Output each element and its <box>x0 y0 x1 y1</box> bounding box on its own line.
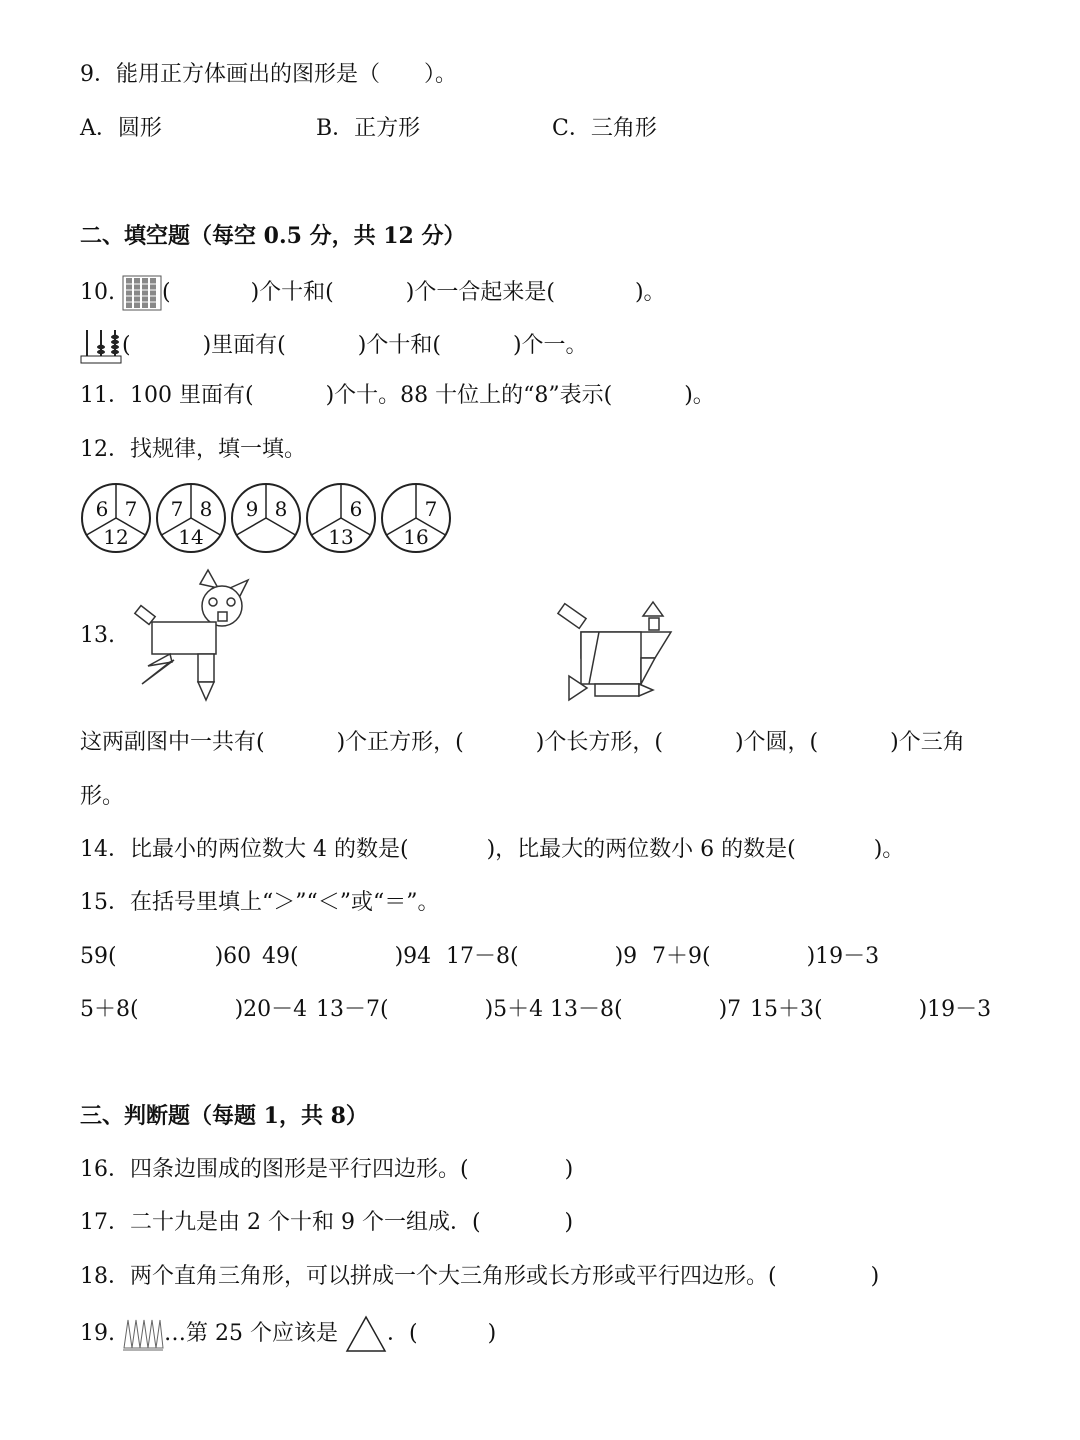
cat-shape-figure <box>130 566 260 706</box>
q15-item <box>316 995 543 1025</box>
q13-text: )个正方形，( <box>336 730 464 755</box>
q10-text: )个一合起来是( <box>405 280 555 305</box>
q13-text: )个圆，( <box>734 730 819 755</box>
q15-right: )7 <box>718 997 742 1022</box>
q15-left: 5＋8( <box>80 997 139 1022</box>
section-3-title: 三、判断题（每题 1，共 8） <box>80 1103 368 1129</box>
q15-left: 13－7( <box>316 997 389 1022</box>
q10-paren: ( <box>162 280 171 305</box>
q11-text: )。 <box>684 383 715 408</box>
q19-text: …第 25 个应该是 <box>164 1321 338 1346</box>
q9-option-c: C．三角形 <box>552 116 657 141</box>
q10-text: )个一。 <box>512 333 588 358</box>
q13-text: )个三角 <box>890 730 965 755</box>
q10-line2 <box>80 328 588 364</box>
q19-close: ) <box>487 1321 497 1346</box>
q18-text: 18．两个直角三角形，可以拼成一个大三角形或长方形或平行四边形。( <box>80 1264 777 1289</box>
q14 <box>80 835 904 865</box>
q9-option-a: A．圆形 <box>80 116 162 141</box>
q18 <box>80 1262 879 1292</box>
circle-number-left: 7 <box>170 497 184 521</box>
q15-item <box>446 942 637 972</box>
q15-left: 59( <box>80 944 117 969</box>
q12-stem: 12．找规律，填一填。 <box>80 437 306 462</box>
q14-text: )。 <box>873 837 905 862</box>
counting-blocks-icon <box>122 274 162 312</box>
q10-line1 <box>80 274 666 312</box>
q15-right: )60 <box>214 944 252 969</box>
q10-paren: ( <box>122 333 131 358</box>
circle-number-bottom: 12 <box>103 525 129 549</box>
q15-item <box>652 942 879 972</box>
circle-number-right: 8 <box>274 497 288 521</box>
pattern-circle <box>157 484 225 552</box>
q15-left: 17－8( <box>446 944 519 969</box>
q15-right: )19－3 <box>806 944 880 969</box>
circle-number-left: 6 <box>95 497 109 521</box>
q15-left: 15＋3( <box>750 997 823 1022</box>
q15-right: )9 <box>614 944 638 969</box>
triangle-icon <box>345 1314 387 1354</box>
q15-item <box>262 942 431 972</box>
q10-number: 10. <box>80 280 115 305</box>
pattern-circle <box>307 484 375 552</box>
q15-item <box>80 942 251 972</box>
q11-text: )个十。88 十位上的“8”表示( <box>325 383 613 408</box>
q16-text: 16．四条边围成的图形是平行四边形。( <box>80 1157 469 1182</box>
q16 <box>80 1155 573 1185</box>
q10-text: )。 <box>634 280 666 305</box>
q12-circle-pattern <box>78 480 458 556</box>
q15-left: 13－8( <box>550 997 623 1022</box>
q15-left: 7＋9( <box>652 944 711 969</box>
q14-text: )，比最大的两位数小 6 的数是( <box>486 837 796 862</box>
q15-right: )5＋4 <box>484 997 544 1022</box>
q15-left: 49( <box>262 944 299 969</box>
q13-question-cont: 形。 <box>80 784 125 809</box>
q17-text: 17．二十九是由 2 个十和 9 个一组成．( <box>80 1210 481 1235</box>
q10-text: )个十和( <box>250 280 334 305</box>
q15-right: )20－4 <box>234 997 308 1022</box>
q13-text: 这两副图中一共有( <box>80 730 265 755</box>
q15-item <box>550 995 741 1025</box>
section-2-title: 二、填空题（每空 0.5 分，共 12 分） <box>80 223 466 249</box>
q14-text: 14．比最小的两位数大 4 的数是( <box>80 837 409 862</box>
q17-close: ) <box>564 1210 574 1235</box>
q19 <box>80 1314 496 1354</box>
q19-number: 19. <box>80 1321 115 1346</box>
abacus-icon <box>80 328 122 364</box>
q10-text: )里面有( <box>202 333 286 358</box>
q13-text: )个长方形，( <box>535 730 663 755</box>
q18-close: ) <box>870 1264 880 1289</box>
q10-text: )个十和( <box>357 333 441 358</box>
pattern-circle <box>232 484 300 552</box>
q15-item <box>750 995 991 1025</box>
dog-shape-figure <box>555 596 685 706</box>
q17 <box>80 1208 573 1238</box>
q11-text: 11．100 里面有( <box>80 383 254 408</box>
circle-number-right: 8 <box>199 497 213 521</box>
q15-item <box>80 995 307 1025</box>
pattern-circle <box>82 484 150 552</box>
circle-number-right: 6 <box>349 497 363 521</box>
q13-question <box>80 728 965 758</box>
circle-number-bottom: 14 <box>178 525 204 549</box>
q15-stem: 15．在括号里填上“＞”“＜”或“＝”。 <box>80 890 440 915</box>
q13-number: 13. <box>80 623 115 648</box>
q15-right: )94 <box>394 944 432 969</box>
circle-number-bottom: 13 <box>328 525 354 549</box>
circle-number-right: 7 <box>424 497 438 521</box>
q16-close: ) <box>564 1157 574 1182</box>
q9-stem: 9．能用正方体画出的图形是（ ）。 <box>80 62 457 87</box>
circle-number-bottom: 16 <box>403 525 429 549</box>
q11 <box>80 381 715 411</box>
circle-number-right: 7 <box>124 497 138 521</box>
q9-option-b: B．正方形 <box>316 116 421 141</box>
shape-sequence-icon <box>122 1316 164 1352</box>
q15-right: )19－3 <box>918 997 992 1022</box>
circle-number-left: 9 <box>245 497 259 521</box>
pattern-circle <box>382 484 450 552</box>
q19-tail: ．( <box>386 1321 418 1346</box>
